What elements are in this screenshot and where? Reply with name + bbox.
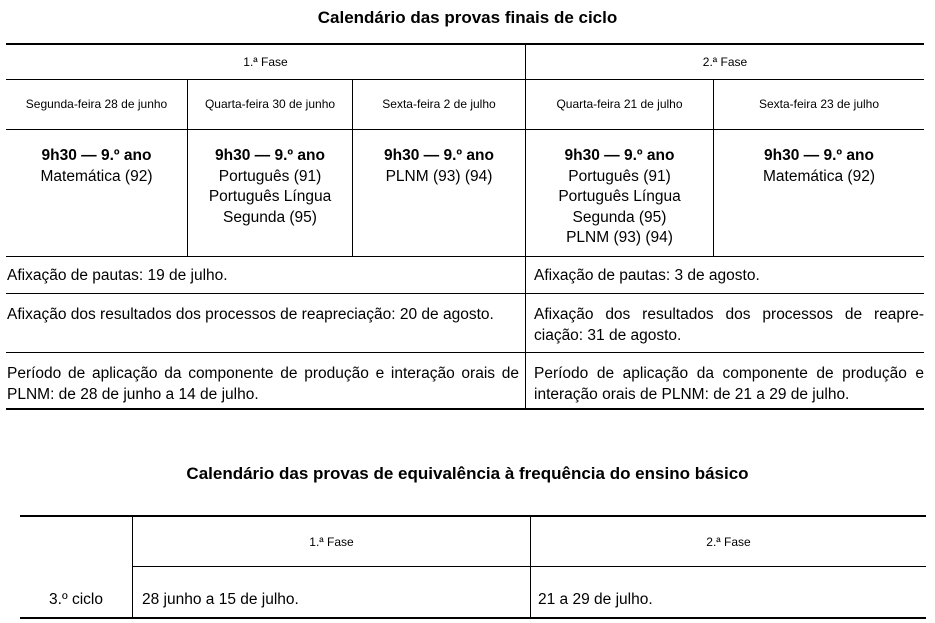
date-header: Sexta-feira 23 de julho [758, 97, 880, 111]
phase2-header: 2.ª Fase [702, 55, 748, 69]
note-plnm-orais: Período de aplicação da componente de produção e interação orais de PLNM: de 28 de junho a 14 de julho. [7, 365, 519, 403]
rule [6, 408, 924, 410]
exam-subject: Matemática (92) [763, 167, 875, 185]
note-pautas: Afixação de pautas: 3 de agosto. [534, 267, 760, 284]
rule [6, 79, 924, 80]
date-header: Sexta-feira 2 de julho [382, 97, 496, 111]
date-header: Quarta-feira 21 de julho [556, 97, 683, 111]
exam-time: 9h30 — 9.º ano [215, 147, 325, 164]
note-reapreciacao: Afixação dos resultados dos processos de reapre-ciação: 31 de agosto. [534, 306, 924, 344]
rule [20, 617, 926, 619]
table2-phase2-header: 2.ª Fase [706, 535, 751, 549]
table2-title: Calendário das provas de equivalência à frequência do ensino básico [186, 464, 749, 483]
table1-title: Calendário das provas finais de ciclo [317, 8, 618, 27]
exam-cell [714, 146, 924, 187]
exam-time: 9h30 — 9.º ano [41, 147, 152, 164]
exam-subject: PLNM (93) (94) [566, 229, 673, 246]
note-plnm-orais: Período de aplicação da componente de produção e interação orais de PLNM: de 21 a 29 de julho. [534, 365, 924, 403]
rule [132, 566, 926, 567]
exam-time: 9h30 — 9.º ano [764, 147, 874, 164]
table2-phase2-value: 21 a 29 de julho. [538, 591, 653, 608]
rule [6, 43, 924, 45]
exam-time: 9h30 — 9.º ano [564, 147, 675, 164]
rule [132, 516, 133, 618]
row-label: 3.º ciclo [49, 591, 103, 608]
rule [20, 515, 926, 517]
exam-subject: PLNM (93) (94) [385, 167, 493, 185]
note-pautas: Afixação de pautas: 19 de julho. [7, 267, 228, 284]
exam-cell [188, 146, 352, 228]
exam-cell [6, 146, 187, 187]
rule [6, 352, 924, 353]
exam-subject: Português (91) [568, 167, 671, 185]
exam-subject: Português Língua [208, 188, 332, 205]
exam-subject: Segunda (95) [223, 208, 317, 226]
exam-cell [353, 146, 525, 187]
exam-subject: Português (91) [218, 167, 322, 185]
table2-phase1-header: 1.ª Fase [309, 535, 354, 549]
rule [6, 256, 924, 257]
rule [6, 293, 924, 294]
rule [530, 516, 531, 618]
table2-phase1-value: 28 junho a 15 de julho. [142, 591, 299, 608]
phase1-header: 1.ª Fase [243, 55, 288, 69]
exam-subject: Segunda (95) [572, 208, 667, 226]
exam-subject: Português Língua [558, 188, 681, 205]
exam-cell [526, 146, 713, 249]
exam-time: 9h30 — 9.º ano [384, 147, 494, 164]
rule [6, 129, 924, 130]
note-reapreciacao: Afixação dos resultados dos processos de reapreciação: 20 de agosto. [7, 306, 494, 323]
exam-subject: Matemática (92) [40, 167, 153, 185]
date-header: Quarta-feira 30 de junho [204, 97, 336, 111]
date-header: Segunda-feira 28 de junho [25, 97, 168, 111]
